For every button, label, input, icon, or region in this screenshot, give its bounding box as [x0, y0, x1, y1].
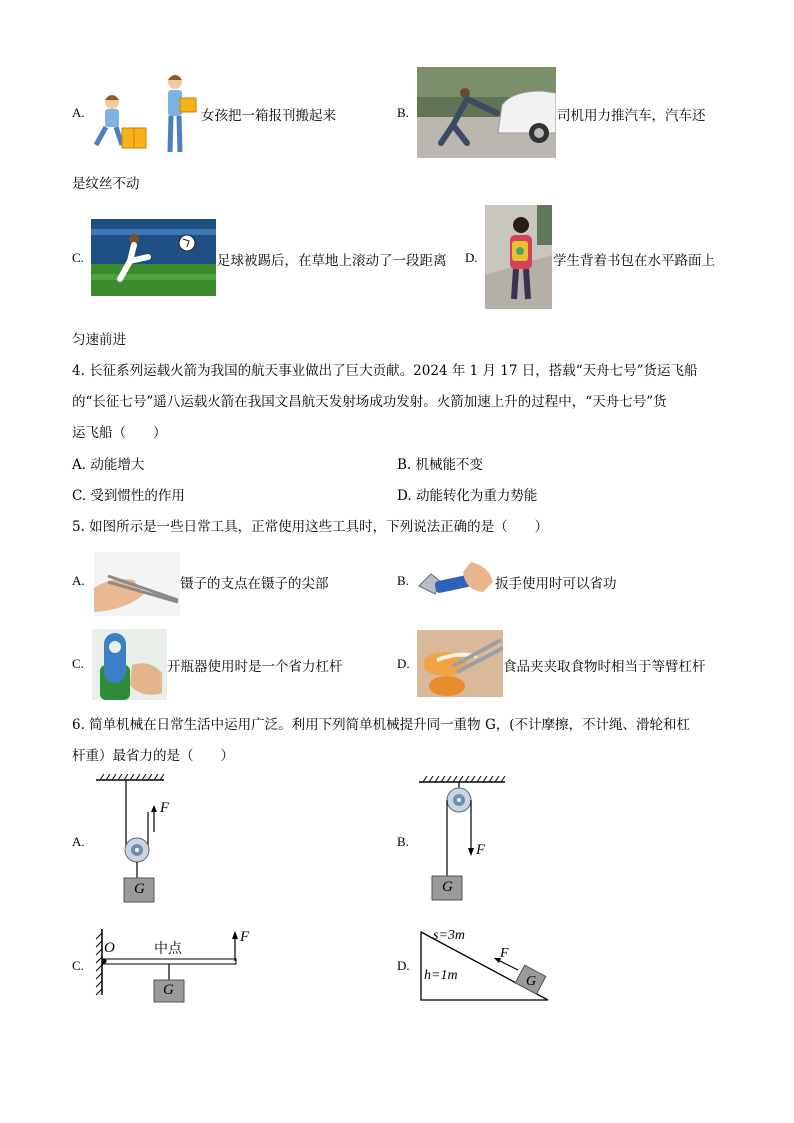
midpoint-label: 中点 — [154, 941, 182, 957]
slope-length-label: s=3m — [433, 928, 466, 943]
question-stem-line: 4. 长征系列运载火箭为我国的航天事业做出了巨大贡献。2024 年 1 月 17 日，搭载“天舟七号”货运飞船 — [72, 363, 698, 379]
question-stem-line: 5. 如图所示是一些日常工具，正常使用这些工具时，下列说法正确的是（ ） — [72, 519, 549, 535]
option-text: 机械能不变 — [415, 457, 484, 473]
option-text: 动能转化为重力势能 — [415, 488, 538, 504]
option-text: 动能增大 — [90, 457, 145, 473]
weight-label: G — [526, 974, 537, 989]
option-letter: C. — [72, 488, 87, 504]
inclined-plane-diagram — [418, 926, 553, 1004]
option-text: 受到惯性的作用 — [90, 488, 185, 504]
food-tongs-photo — [417, 630, 503, 697]
option-text: 扳手使用时可以省功 — [495, 576, 617, 592]
weight-label: G — [442, 879, 453, 895]
man-pushing-car-photo — [417, 67, 556, 158]
option-letter: C. — [72, 250, 84, 265]
tweezers-photo — [94, 552, 180, 616]
question-stem-line: 杆重）最省力的是（ ） — [72, 748, 234, 764]
option-text: 足球被踢后，在草地上滚动了一段距离 — [217, 253, 447, 269]
bottle-opener-photo — [92, 629, 167, 700]
student-with-backpack-photo — [485, 205, 552, 309]
weight-label: G — [134, 881, 145, 897]
question-stem-line: 的“长征七号”遥八运载火箭在我国文昌航天发射场成功发射。火箭加速上升的过程中，“天舟七号”货 — [72, 394, 667, 410]
force-label: F — [500, 946, 509, 961]
option-letter: A. — [72, 573, 85, 588]
option-letter: D. — [465, 250, 478, 265]
option-letter: D. — [397, 958, 410, 973]
height-label: h=1m — [424, 968, 458, 983]
option-letter: C. — [72, 656, 84, 671]
pivot-label: O — [104, 940, 115, 956]
force-label: F — [240, 929, 250, 945]
force-label: F — [476, 842, 486, 858]
force-label: F — [160, 800, 170, 816]
wrench-photo — [415, 556, 495, 608]
option-letter: A. — [72, 105, 85, 120]
option-text: 镊子的支点在镊子的尖部 — [180, 576, 329, 592]
question-stem-line: 6. 简单机械在日常生活中运用广泛。利用下列简单机械提升同一重物 G，(不计摩擦，不计绳、滑轮和杠 — [72, 717, 691, 733]
q4-option-d — [397, 484, 537, 504]
q4-option-c — [72, 484, 185, 504]
fixed-pulley-diagram — [419, 776, 519, 904]
option-letter: D. — [397, 488, 412, 504]
football-kick-photo — [91, 219, 216, 296]
weight-label: G — [163, 982, 174, 998]
option-text: 开瓶器使用时是一个省力杠杆 — [167, 659, 343, 675]
option-letter: A. — [72, 834, 85, 849]
option-text-continued: 匀速前进 — [72, 332, 126, 348]
option-text: 学生背着书包在水平路面上 — [553, 253, 715, 269]
movable-pulley-diagram — [96, 774, 196, 906]
option-text: 司机用力推汽车，汽车还 — [557, 108, 706, 124]
option-letter: B. — [397, 457, 412, 473]
option-letter: C. — [72, 958, 84, 973]
q4-option-b — [397, 453, 483, 473]
q4-option-a — [72, 453, 144, 473]
option-letter: A. — [72, 457, 87, 473]
option-text: 食品夹夹取食物时相当于等臂杠杆 — [503, 659, 706, 675]
question-stem-line: 运飞船（ ） — [72, 425, 167, 441]
option-letter: B. — [397, 105, 409, 120]
lever-diagram — [94, 925, 259, 1005]
option-letter: B. — [397, 573, 409, 588]
option-text: 女孩把一箱报刊搬起来 — [201, 108, 336, 124]
option-text-continued: 是纹丝不动 — [72, 176, 140, 192]
girl-lifting-box-illustration — [90, 70, 200, 156]
option-letter: D. — [397, 656, 410, 671]
option-letter: B. — [397, 834, 409, 849]
